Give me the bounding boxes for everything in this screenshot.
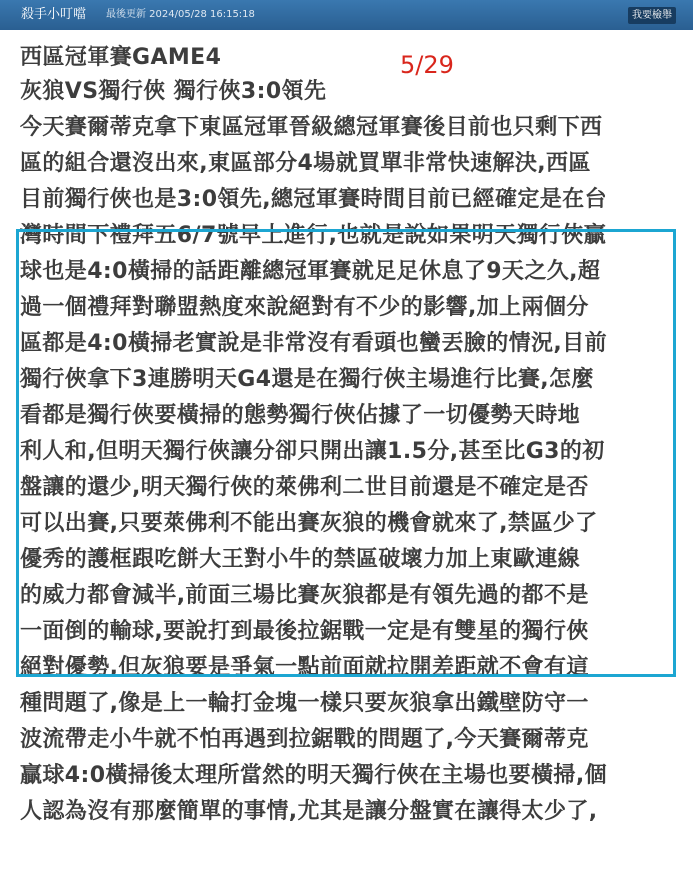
report-button[interactable]: 我要檢舉 [628, 7, 676, 24]
article-line: 絕對優勢,但灰狼要是爭氣一點前面就拉開差距就不會有這 [20, 655, 589, 680]
article-subtitle: 灰狼VS獨行俠 獨行俠3:0領先 [20, 79, 327, 104]
article-line: 贏球4:0橫掃後太理所當然的明天獨行俠在主場也要橫掃,個 [20, 763, 607, 788]
article-title: 西區冠軍賽GAME4 [20, 45, 222, 70]
article-line: 獨行俠拿下3連勝明天G4還是在獨行俠主場進行比賽,怎麼 [20, 367, 594, 392]
article-line: 盤讓的還少,明天獨行俠的萊佛利二世目前還是不確定是否 [20, 475, 589, 500]
date-annotation: 5/29 [400, 51, 454, 79]
article-line: 優秀的護框跟吃餅大王對小牛的禁區破壞力加上東歐連線 [20, 547, 581, 572]
top-bar [0, 0, 693, 30]
article-line: 一面倒的輸球,要說打到最後拉鋸戰一定是有雙星的獨行俠 [20, 619, 589, 644]
article-line: 看都是獨行俠要橫掃的態勢獨行俠佔據了一切優勢天時地 [20, 403, 581, 428]
article-line: 人認為沒有那麼簡單的事情,尤其是讓分盤實在讓得太少了, [20, 799, 598, 824]
article-line: 種問題了,像是上一輪打金塊一樣只要灰狼拿出鐵壁防守一 [20, 691, 589, 716]
article-line: 灣時間下禮拜五6/7號早上進行,也就是說如果明天獨行俠贏 [20, 223, 607, 248]
article-line: 可以出賽,只要萊佛利不能出賽灰狼的機會就來了,禁區少了 [20, 511, 598, 536]
article-line: 的威力都會減半,前面三場比賽灰狼都是有領先過的都不是 [20, 583, 589, 608]
article-line: 波流帶走小牛就不怕再遇到拉鋸戰的問題了,今天賽爾蒂克 [20, 727, 589, 752]
author-name[interactable]: 殺手小叮噹 [21, 7, 87, 22]
article-body [20, 38, 680, 830]
article-line: 今天賽爾蒂克拿下東區冠軍晉級總冠軍賽後目前也只剩下西 [20, 115, 603, 140]
article-line: 利人和,但明天獨行俠讓分卻只開出讓1.5分,甚至比G3的初 [20, 439, 605, 464]
article-line: 區都是4:0橫掃老實說是非常沒有看頭也蠻丟臉的情況,目前 [20, 331, 607, 356]
article-line: 區的組合還沒出來,東區部分4場就買單非常快速解決,西區 [20, 151, 591, 176]
article-line: 球也是4:0橫掃的話距離總冠軍賽就足足休息了9天之久,超 [20, 259, 601, 284]
article-line: 過一個禮拜對聯盟熱度來說絕對有不少的影響,加上兩個分 [20, 295, 589, 320]
last-updated: 最後更新 2024/05/28 16:15:18 [106, 9, 255, 20]
article-line: 目前獨行俠也是3:0領先,總冠軍賽時間目前已經確定是在台 [20, 187, 607, 212]
